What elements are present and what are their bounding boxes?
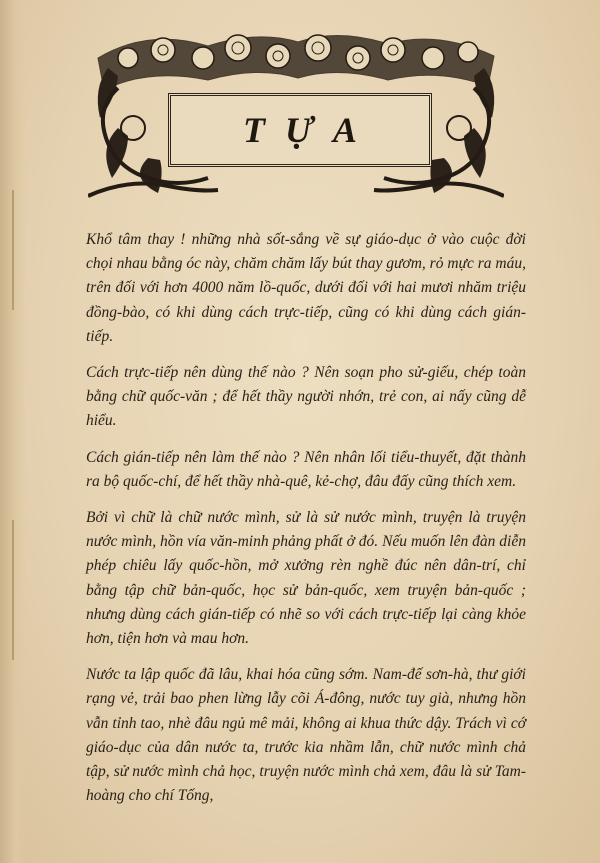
margin-stain: [12, 520, 14, 660]
paragraph: Cách trực-tiếp nên dùng thế nào ? Nên soạn pho sử-giếu, chép toàn bằng chữ quốc-văn ; để hết thầy người nhớn, trẻ con, ai nấy cũng dễ hiểu.: [86, 364, 526, 430]
page-title: TỰA: [243, 110, 377, 150]
preface-text: [86, 228, 526, 820]
paragraph: Nước ta lập quốc đã lâu, khai hóa cũng sớm. Nam-đế sơn-hà, thư giới rạng vẻ, trải bao phen lừng lẫy cõi Á-đông, nước tuy già, nhưng hồn vẫn tỉnh tao, nhè đâu ngủ mê mải, không ai khua thức dậy. Trách vì cớ giáo-dục của dân nước ta, trước kia nhầm lẫn, chữ nước mình chả tập, sử nước mình chả học, truyện nước mình chả xem, đâu là sử Tam-hoàng cho chí Tống,: [86, 666, 526, 805]
paragraph: Bởi vì chữ là chữ nước mình, sử là sử nước mình, truyện là truyện nước mình, hồn vía văn-minh phảng phất ở đó. Nếu muốn lên đàn diễn phép chiêu lấy quốc-hồn, mở xưởng rèn nghề đúc nên dân-trí, chỉ bằng tập chữ bản-quốc, học sử bản-quốc, xem truyện bản-quốc ; nhưng dùng cách gián-tiếp có nhẽ so với cách trực-tiếp lại càng khỏe hơn, tiện hơn và mau hơn.: [86, 509, 526, 648]
title-panel: [168, 93, 432, 167]
paragraph: Cách gián-tiếp nên làm thế nào ? Nên nhân lối tiểu-thuyết, đặt thành ra bộ quốc-chí, để hết thầy nhà-quê, kẻ-chợ, đâu đấy cũng thích xem.: [86, 448, 526, 490]
margin-stain: [12, 190, 14, 310]
paragraph: Khổ tâm thay ! những nhà sốt-sắng về sự giáo-dục ở vào cuộc đời chọi nhau bằng óc này, chăm chăm lấy bút thay gươm, rỏ mực ra máu, trên đối với hơn 4000 năm lồ-quốc, dưới đối với hai mươi nhăm triệu đồng-bào, có khi dùng cách trực-tiếp, cũng có khi dùng cách gián-tiếp.: [86, 231, 526, 345]
page-binding-edge: [0, 0, 26, 863]
